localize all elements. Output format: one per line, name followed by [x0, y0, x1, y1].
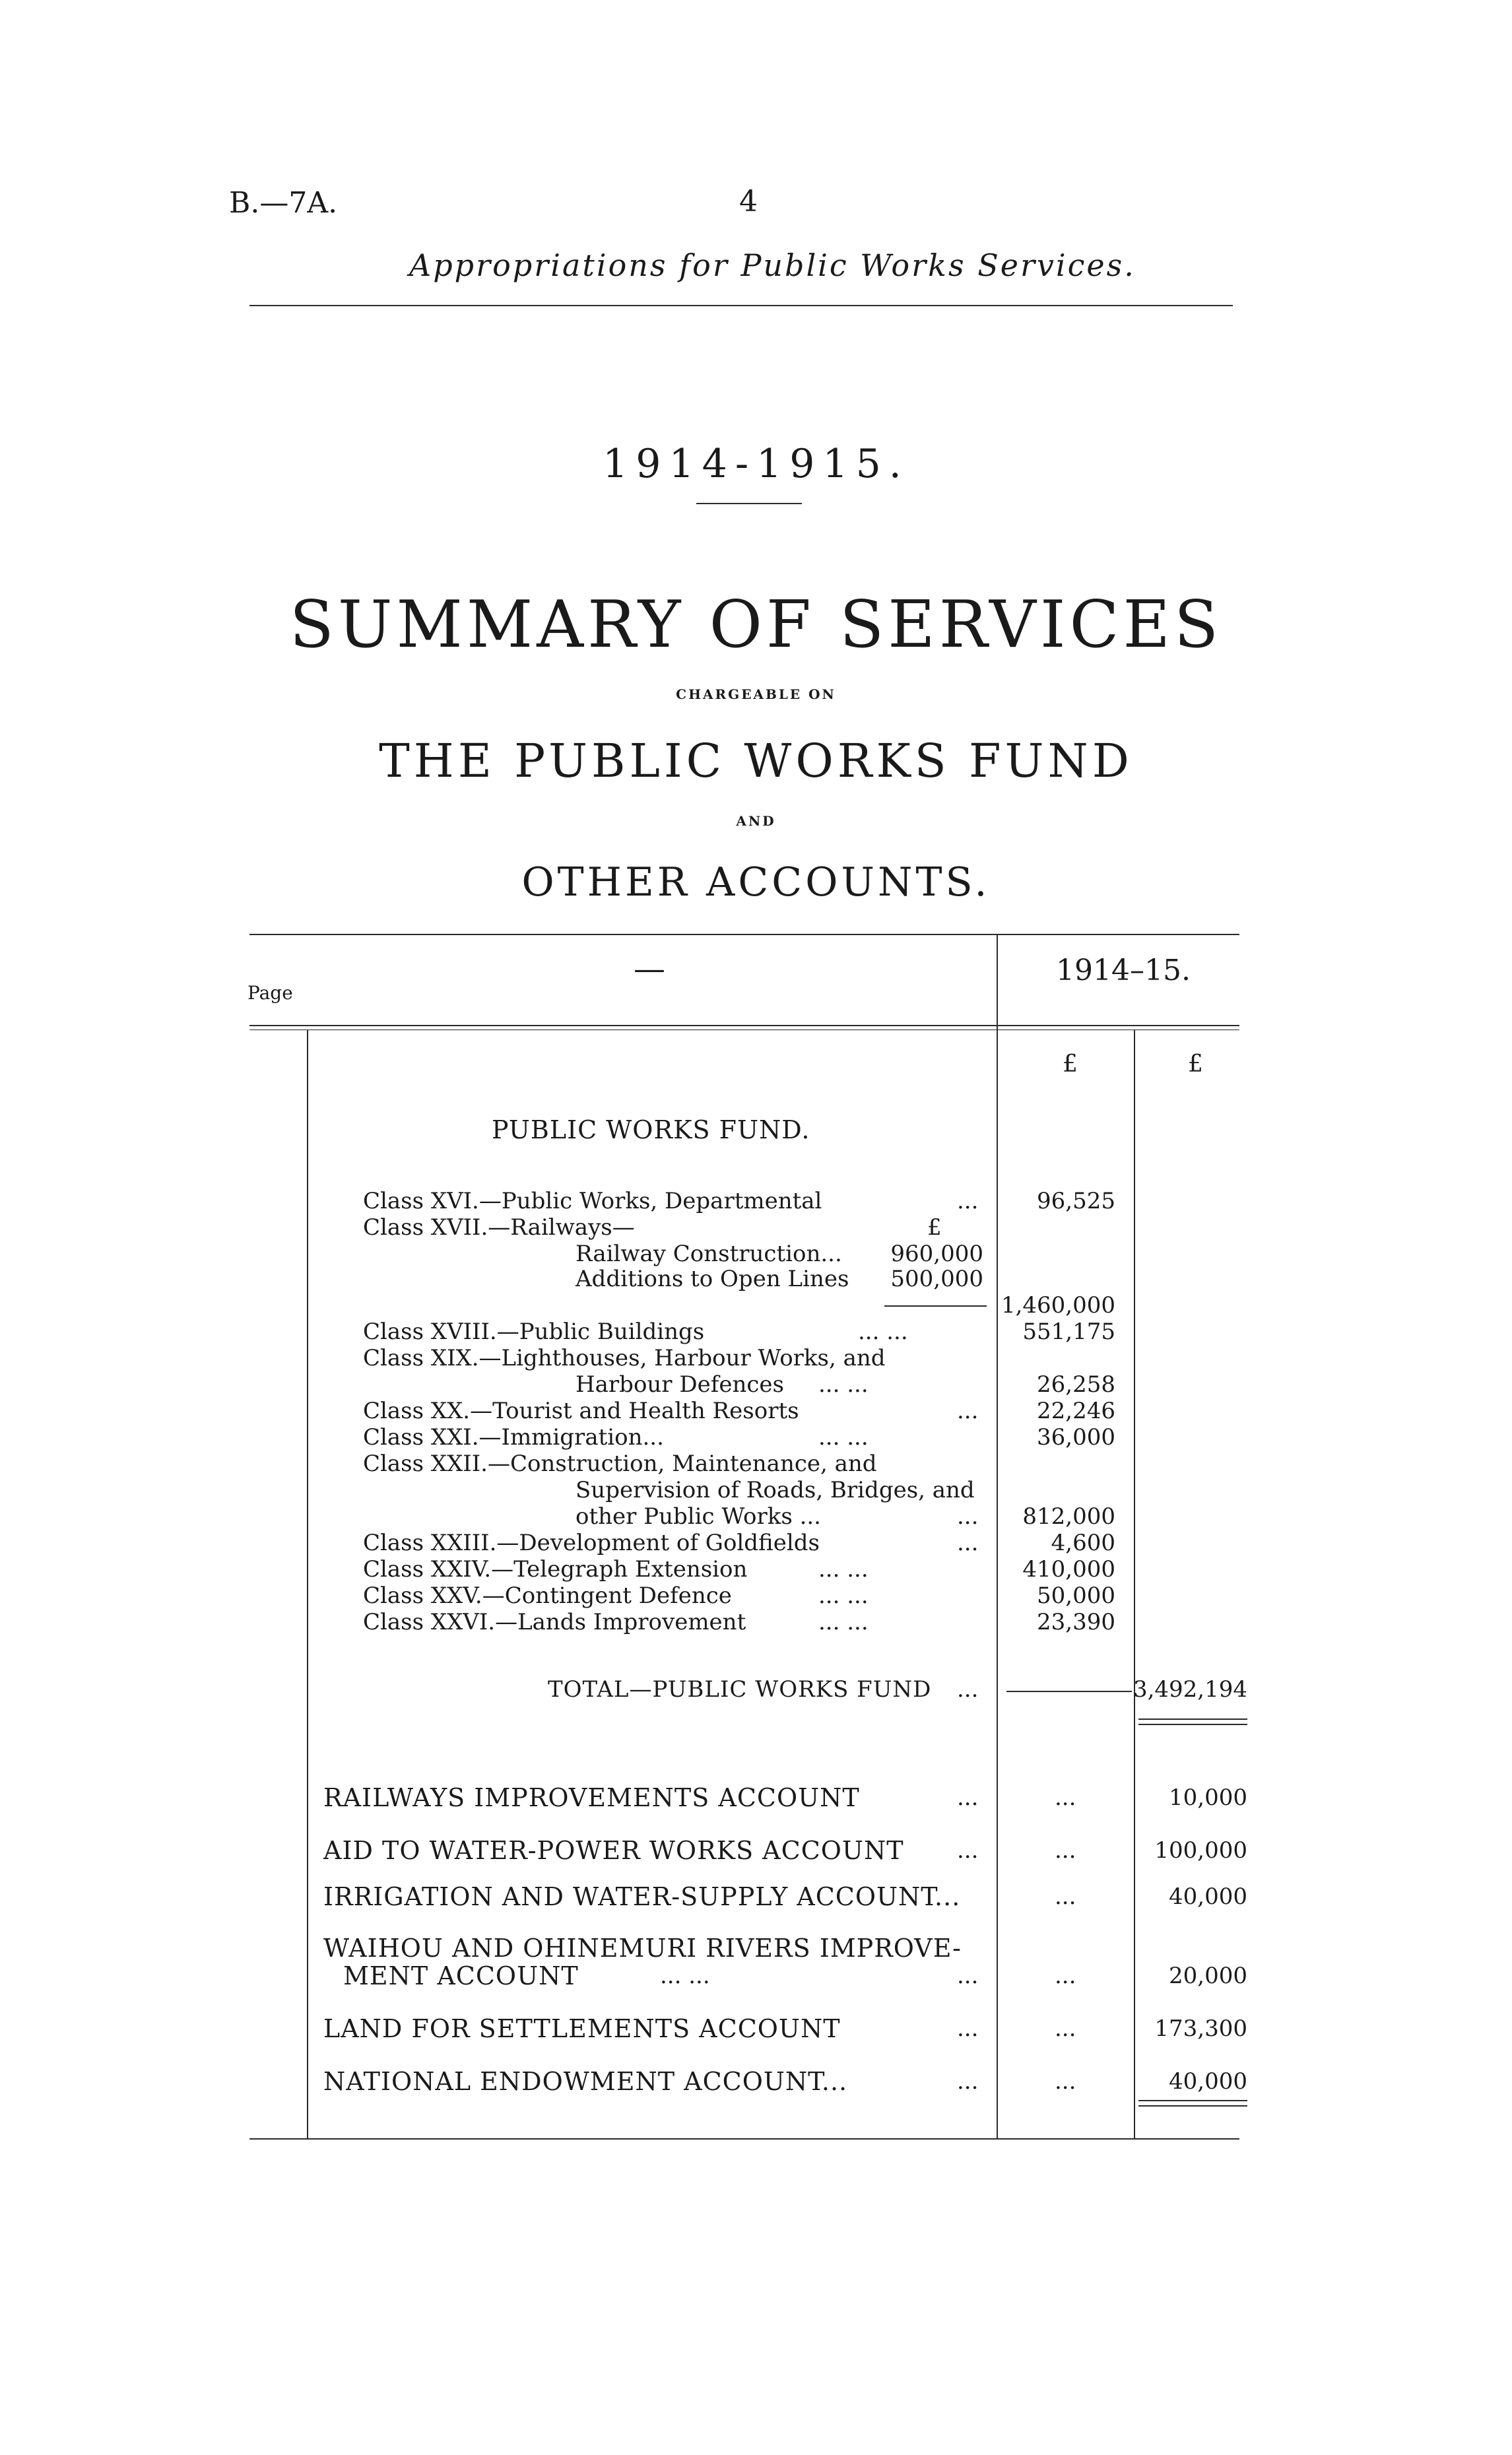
account-value: 173,300 — [1154, 2015, 1247, 2042]
total-value: 3,492,194 — [1133, 1676, 1247, 1703]
leader-dots: ... ... — [818, 1371, 869, 1398]
table-row: Class XVII.—Railways— — [363, 1214, 635, 1241]
account-row: WAIHOU AND OHINEMURI RIVERS IMPROVE- — [323, 1934, 962, 1963]
other-accounts-title: OTHER ACCOUNTS. — [521, 859, 991, 905]
page-column-label: Page — [247, 982, 293, 1004]
leader-dots: ... — [957, 1837, 979, 1864]
header-bottom-rule — [249, 1025, 1239, 1026]
table-row: Supervision of Roads, Bridges, and — [575, 1477, 975, 1503]
table-row: Harbour Defences — [575, 1371, 784, 1398]
chargeable-on: CHARGEABLE ON — [676, 686, 836, 702]
leader-dots: ... — [1055, 1784, 1076, 1811]
row-value: 23,390 — [1037, 1609, 1115, 1635]
table-bottom-rule — [249, 2138, 1239, 2140]
account-value: 40,000 — [1169, 2068, 1247, 2095]
account-value: 10,000 — [1169, 1784, 1247, 1811]
table-row: Class XVIII.—Public Buildings — [363, 1319, 705, 1345]
year-underline — [696, 503, 802, 504]
currency-symbol-col1: £ — [1063, 1051, 1078, 1078]
description-header: — — [634, 950, 665, 987]
document-code: B.—7A. — [229, 186, 338, 220]
leader-dots: ... — [957, 1188, 979, 1214]
account-row: AID TO WATER-POWER WORKS ACCOUNT — [323, 1836, 904, 1865]
table-row: Class XXVI.—Lands Improvement — [363, 1609, 746, 1635]
leader-dots: ... — [957, 1503, 979, 1530]
leader-dots: ... ... — [818, 1424, 869, 1451]
table-row: Class XXIII.—Development of Goldfields — [363, 1530, 820, 1556]
leader-dots: ... ... — [818, 1609, 869, 1635]
sub-value: 960,000 — [890, 1241, 983, 1267]
leader-dots: ... ... — [660, 1963, 710, 1989]
main-title: SUMMARY OF SERVICES — [289, 587, 1223, 663]
leader-dots: ... — [1055, 1837, 1076, 1864]
table-row: Railway Construction... — [575, 1241, 842, 1267]
row-value: 96,525 — [1037, 1188, 1115, 1214]
table-row: Class XXI.—Immigration... — [363, 1424, 664, 1451]
leader-dots: ... — [957, 2015, 979, 2042]
running-title: Appropriations for Public Works Services. — [409, 247, 1136, 283]
table-row: Class XXIV.—Telegraph Extension — [363, 1556, 748, 1583]
leader-dots: ... — [1055, 1963, 1076, 1989]
table-row: Class XXII.—Construction, Maintenance, and — [363, 1451, 877, 1477]
leader-dots: ... ... — [818, 1583, 869, 1609]
row-value: 4,600 — [1051, 1530, 1115, 1556]
sub-value: 500,000 — [890, 1266, 983, 1292]
row-value: 410,000 — [1022, 1556, 1115, 1583]
leader-dots: ... — [1055, 2068, 1076, 2095]
row-value: 50,000 — [1037, 1583, 1115, 1609]
leader-dots: ... — [957, 2068, 979, 2095]
leader-dots: ... ... — [858, 1319, 908, 1345]
leader-dots: ... — [957, 1530, 979, 1556]
account-value: 40,000 — [1169, 1883, 1247, 1910]
leader-dots: ... — [957, 1398, 979, 1424]
fiscal-year: 1914-1915. — [603, 441, 909, 487]
leader-dots: ... — [957, 1676, 979, 1703]
total-double-rule-1 — [1138, 1718, 1247, 1720]
page-number: 4 — [739, 185, 758, 218]
leader-dots: ... — [957, 1784, 979, 1811]
account-row-continuation: MENT ACCOUNT — [343, 1961, 579, 1990]
account-value: 20,000 — [1169, 1963, 1247, 1989]
account-row: IRRIGATION AND WATER-SUPPLY ACCOUNT... — [323, 1882, 961, 1911]
row-value: 36,000 — [1037, 1424, 1115, 1451]
final-double-rule-2 — [1138, 2105, 1247, 2107]
final-double-rule-1 — [1138, 2100, 1247, 2101]
row-value: 812,000 — [1022, 1503, 1115, 1530]
leader-dots: ... ... — [818, 1556, 869, 1583]
row-value: 551,175 — [1022, 1319, 1115, 1345]
leader-dots: ... — [1055, 2015, 1076, 2042]
table-row: Class XIX.—Lighthouses, Harbour Works, and — [363, 1345, 886, 1371]
table-row: other Public Works ... — [575, 1503, 821, 1530]
table-row: Class XXV.—Contingent Defence — [363, 1583, 732, 1609]
leader-dots: ... — [957, 1963, 979, 1989]
account-row: RAILWAYS IMPROVEMENTS ACCOUNT — [323, 1783, 860, 1812]
header-rule — [249, 305, 1233, 306]
total-label: TOTAL—PUBLIC WORKS FUND — [548, 1676, 932, 1703]
account-row: NATIONAL ENDOWMENT ACCOUNT... — [323, 2067, 848, 2096]
left-column-line — [307, 1030, 308, 2138]
year-column-header: 1914–15. — [1056, 954, 1191, 987]
table-row: Class XVI.—Public Works, Departmental — [363, 1188, 822, 1214]
fund-title: THE PUBLIC WORKS FUND — [379, 734, 1133, 788]
leader-dots: ... — [1055, 1883, 1076, 1910]
total-double-rule-2 — [1138, 1724, 1247, 1725]
row-value: 26,258 — [1037, 1371, 1115, 1398]
sub-currency-symbol: £ — [927, 1214, 942, 1241]
public-works-fund-heading: PUBLIC WORKS FUND. — [492, 1115, 810, 1144]
table-row: Additions to Open Lines — [575, 1266, 849, 1292]
account-row: LAND FOR SETTLEMENTS ACCOUNT — [323, 2014, 841, 2043]
row-value: 22,246 — [1037, 1398, 1115, 1424]
currency-symbol-col2: £ — [1188, 1051, 1203, 1078]
and-label: AND — [736, 813, 776, 829]
account-value: 100,000 — [1154, 1837, 1247, 1864]
table-row: Class XX.—Tourist and Health Resorts — [363, 1398, 799, 1424]
table-top-rule — [249, 934, 1239, 935]
row-value: 1,460,000 — [1001, 1292, 1115, 1319]
